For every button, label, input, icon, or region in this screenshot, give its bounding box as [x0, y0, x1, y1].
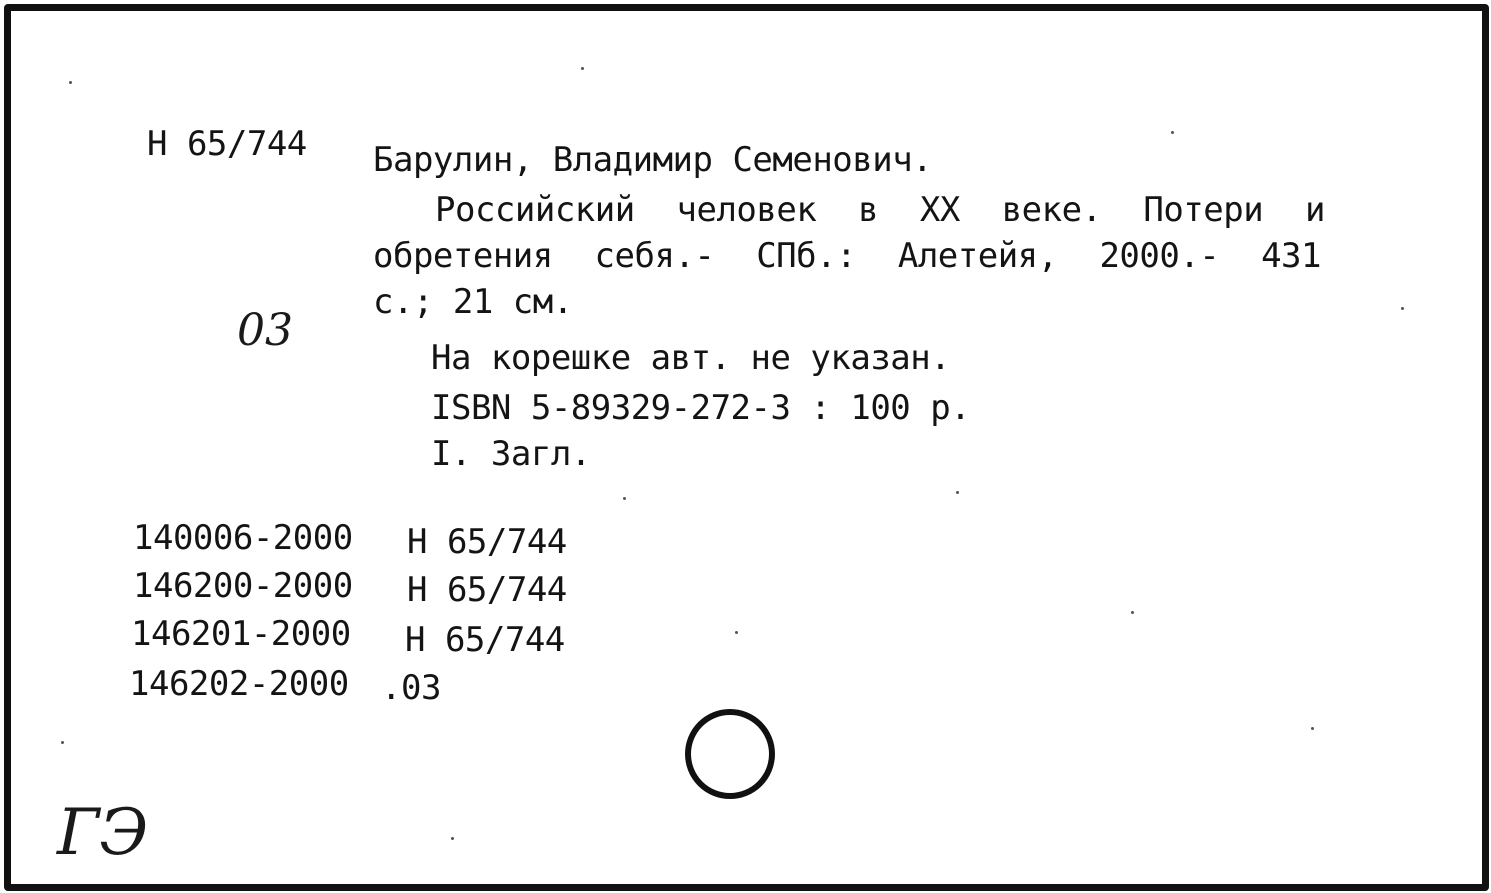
- title-word: Потери: [1143, 190, 1264, 230]
- title-word: в: [858, 190, 879, 230]
- title-word: себя.-: [594, 236, 715, 276]
- holding-inventory: 146200-2000: [133, 566, 353, 606]
- speck: [956, 491, 959, 494]
- speck: [1171, 131, 1174, 134]
- catalog-card: [4, 4, 1489, 891]
- holding-location: Н 65/744: [407, 522, 567, 562]
- physical-description: с.; 21 см.: [373, 282, 573, 322]
- speck: [451, 837, 454, 840]
- author-heading: Барулин, Владимир Семенович.: [373, 140, 933, 180]
- note-line: На корешке авт. не указан.: [431, 338, 951, 378]
- holding-location: Н 65/744: [407, 570, 567, 610]
- title-word: Российский: [435, 190, 635, 230]
- holding-location: .03: [381, 668, 441, 708]
- speck: [623, 497, 626, 500]
- handwritten-corner-mark: ГЭ: [57, 796, 149, 870]
- title-word: человек: [676, 190, 817, 230]
- handwritten-mark: 03: [237, 305, 293, 356]
- speck: [69, 81, 72, 84]
- holding-location: Н 65/744: [405, 620, 565, 660]
- title-word: СПб.:: [756, 236, 857, 276]
- speck: [1131, 611, 1134, 614]
- speck: [1401, 307, 1404, 310]
- speck: [735, 631, 738, 634]
- holding-inventory: 140006-2000: [133, 518, 353, 558]
- title-line-1: [435, 190, 1325, 230]
- speck: [581, 67, 584, 70]
- title-word: и: [1305, 190, 1325, 230]
- punch-hole: [685, 709, 775, 799]
- holding-inventory: 146201-2000: [131, 614, 351, 654]
- speck: [1311, 727, 1314, 730]
- title-word: XX: [919, 190, 960, 230]
- title-word: обретения: [373, 236, 553, 276]
- title-line-2: [373, 236, 1321, 276]
- title-word: 2000.-: [1099, 236, 1220, 276]
- holding-inventory: 146202-2000: [129, 664, 349, 704]
- title-word: веке.: [1001, 190, 1102, 230]
- tracing-line: I. Загл.: [431, 434, 591, 474]
- title-word: Алетейя,: [897, 236, 1058, 276]
- isbn-line: ISBN 5-89329-272-3 : 100 р.: [431, 388, 971, 428]
- speck: [61, 741, 64, 744]
- title-word: 431: [1261, 236, 1321, 276]
- call-number: Н 65/744: [147, 124, 307, 164]
